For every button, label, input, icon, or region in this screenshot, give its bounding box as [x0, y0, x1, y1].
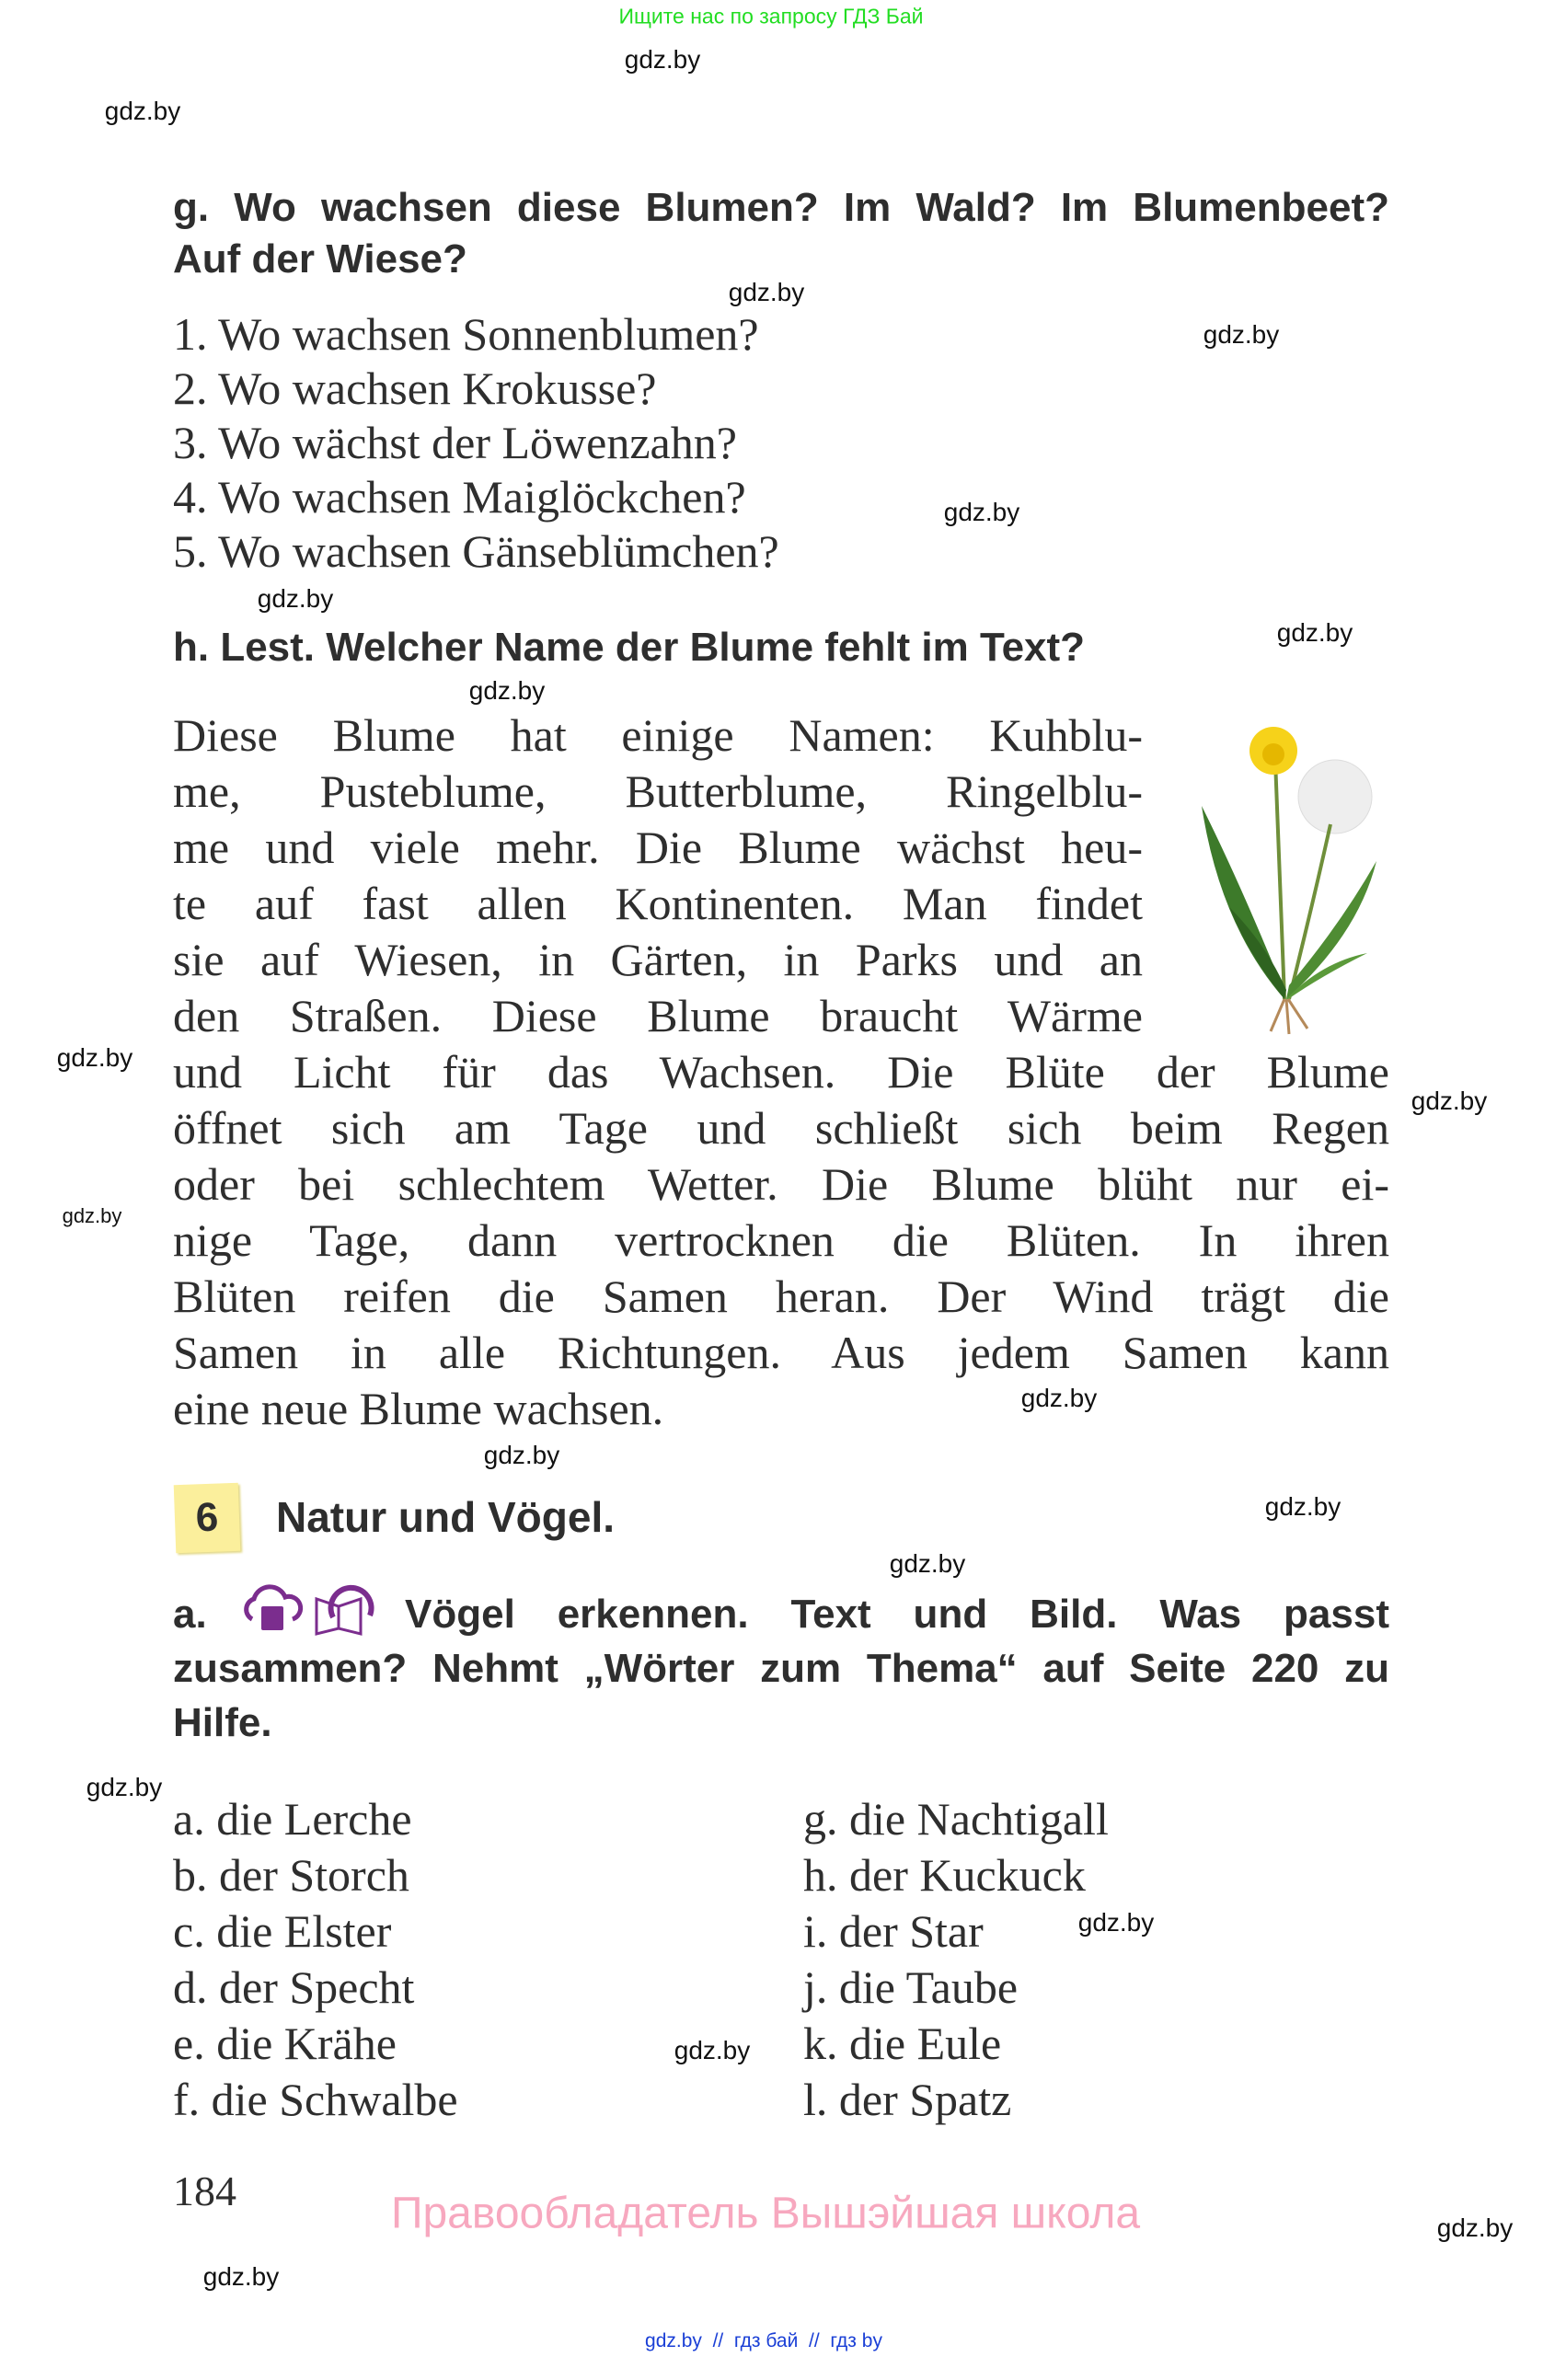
text-line: eine neue Blume wachsen. — [173, 1383, 664, 1434]
watermark: gdz.by — [624, 45, 701, 74]
bird-item: h. der Kuckuck — [803, 1849, 1086, 1901]
watermark: gdz.by — [86, 1773, 163, 1801]
text-line: Samen in alle Richtungen. Aus jedem Samen kann — [173, 1327, 1389, 1378]
bird-item: k. die Eule — [803, 2018, 1002, 2069]
task-g-heading: g. Wo wachsen diese Blumen? Im Wald? Im Blumenbeet? — [173, 185, 1389, 230]
watermark: gdz.by — [1436, 2213, 1514, 2242]
text-line: Diese Blume hat einige Namen: Kuhblu- — [173, 709, 1143, 761]
question-item: 2. Wo wachsen Krokusse? — [173, 362, 657, 414]
audio-cloud-icon — [241, 1581, 305, 1636]
bird-item: d. der Specht — [173, 1961, 415, 2013]
bird-item: f. die Schwalbe — [173, 2074, 458, 2125]
watermark: gdz.by — [1077, 1908, 1155, 1937]
task-a-text-cont: zusammen? Nehmt „Wörter zum Thema“ auf Seite 220 zu — [173, 1646, 1389, 1691]
watermark: gdz.by — [1411, 1087, 1488, 1115]
bird-item: c. die Elster — [173, 1905, 392, 1957]
section-number-badge: 6 — [174, 1483, 241, 1553]
task-h-heading: h. Lest. Welcher Name der Blume fehlt im Text? — [173, 625, 1086, 670]
text-line: me, Pusteblume, Butterblume, Ringelblu- — [173, 765, 1143, 817]
watermark: gdz.by — [56, 1043, 133, 1072]
bird-item: b. der Storch — [173, 1849, 409, 1901]
text-line: nige Tage, dann vertrocknen die Blüten. In ihren — [173, 1214, 1389, 1266]
watermark: gdz.by — [943, 498, 1020, 526]
text-line: den Straßen. Diese Blume braucht Wärme — [173, 990, 1143, 1041]
watermark: gdz.by — [483, 1441, 560, 1469]
page-number: 184 — [173, 2167, 236, 2214]
book-audio-icon — [311, 1581, 375, 1638]
bird-item: l. der Spatz — [803, 2074, 1012, 2125]
text-line: öffnet sich am Tage und schließt sich beim Regen — [173, 1102, 1389, 1154]
task-g-heading-cont: Auf der Wiese? — [173, 236, 467, 282]
text-line: te auf fast allen Kontinenten. Man findet — [173, 878, 1143, 929]
watermark: gdz.by — [728, 278, 805, 306]
bird-item: i. der Star — [803, 1905, 984, 1957]
watermark: gdz.by — [1203, 320, 1280, 349]
dandelion-image — [1183, 723, 1395, 1036]
text-line: Blüten reifen die Samen heran. Der Wind trägt die — [173, 1270, 1389, 1322]
bird-item: e. die Krähe — [173, 2018, 397, 2069]
task-a-text-cont: Hilfe. — [173, 1700, 272, 1745]
bird-item: a. die Lerche — [173, 1793, 412, 1845]
watermark: gdz.by — [62, 1204, 122, 1227]
question-item: 3. Wo wächst der Löwenzahn? — [173, 417, 737, 468]
watermark: gdz.by — [889, 1549, 966, 1578]
watermark: gdz.by — [202, 2262, 280, 2291]
watermark: gdz.by — [1264, 1492, 1341, 1521]
watermark: gdz.by — [674, 2036, 751, 2064]
task-a-text: Vögel erkennen. Text und Bild. Was passt — [405, 1592, 1389, 1637]
section-title: Natur und Vögel. — [276, 1493, 615, 1541]
watermark: gdz.by — [104, 97, 181, 125]
text-line: me und viele mehr. Die Blume wächst heu- — [173, 822, 1143, 873]
bird-item: g. die Nachtigall — [803, 1793, 1109, 1845]
question-item: 4. Wo wachsen Maiglöckchen? — [173, 471, 746, 523]
bird-item: j. die Taube — [803, 1961, 1019, 2013]
question-item: 1. Wo wachsen Sonnenblumen? — [173, 308, 759, 360]
task-a-label: a. — [173, 1592, 207, 1637]
copyright-notice: Правообладатель Вышэйшая школа — [390, 2189, 1141, 2238]
watermark: gdz.by — [468, 676, 546, 705]
watermark: gdz.by — [1020, 1384, 1098, 1412]
text-line: sie auf Wiesen, in Gärten, in Parks und an — [173, 934, 1143, 985]
footer-links: gdz.by // гдз бай // гдз by — [645, 2330, 882, 2351]
search-hint: Ищите нас по запросу ГДЗ Бай — [618, 4, 924, 29]
text-line: und Licht für das Wachsen. Die Blüte der Blume — [173, 1046, 1389, 1098]
text-line: oder bei schlechtem Wetter. Die Blume blüht nur ei- — [173, 1158, 1389, 1210]
watermark: gdz.by — [257, 584, 334, 613]
watermark: gdz.by — [1276, 618, 1353, 647]
question-item: 5. Wo wachsen Gänseblümchen? — [173, 525, 779, 577]
